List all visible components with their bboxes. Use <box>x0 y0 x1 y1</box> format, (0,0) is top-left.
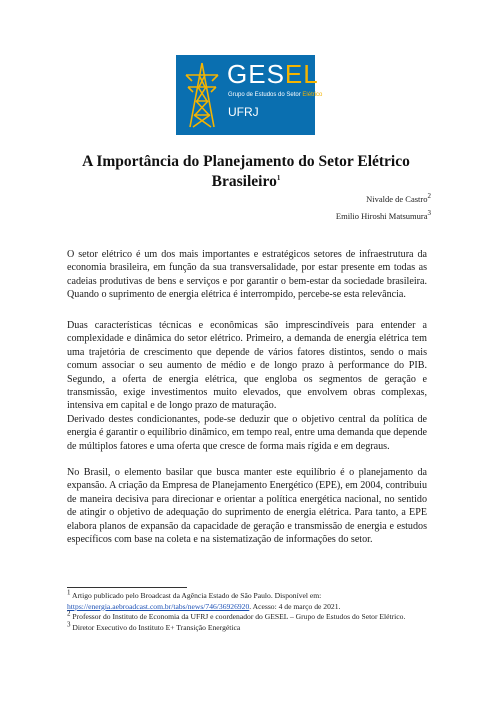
author-1 <box>366 194 431 204</box>
document-title-text: A Importância do Planejamento do Setor Elétrico Brasileiro <box>82 153 410 190</box>
document-title <box>60 152 432 192</box>
logo-institution: UFRJ <box>228 105 259 119</box>
author-1-name: Nivalde de Castro <box>366 194 428 204</box>
footnote-1-link[interactable]: https://energia.aebroadcast.com.br/tabs/news/746/36926920 <box>67 601 250 611</box>
paragraph-4: No Brasil, o elemento basilar que busca manter este equilíbrio é o planejamento da expansão. A criação da Empresa de Planejamento Energético (EPE), em 2004, contribuiu de maneira decisiva para direcionar e orientar a política energética nacional, no sentido de atingir o objetivo de adequação do suprimento de energia elétrica. Para tanto, a EPE elabora planos de expansão da capacidade de geração e transmissão de energia e estudos específicos com base na coleta e na sistematização de informações do setor. <box>67 467 427 546</box>
footnote-1-text-before: Artigo publicado pelo Broadcast da Agência Estado de São Paulo. Disponível em: <box>70 591 322 600</box>
transmission-tower-icon <box>184 61 220 129</box>
footnote-2-text: Professor do Instituto de Economia da UFRJ e coordenador do GESEL – Grupo de Estudos do Setor Elétrico. <box>70 612 406 622</box>
logo-name-part2: EL <box>284 59 319 89</box>
author-2-footnote-marker: 3 <box>427 209 431 218</box>
paragraph-3: Derivado destes condicionantes, pode-se deduzir que o objetivo central da política de energia é garantir o equilíbrio dinâmico, em tempo real, entre uma demanda que depende de múltiplos fatores e uma oferta que cresce de forma mais rígida e em degraus. <box>67 414 427 452</box>
footnote-divider <box>67 587 187 588</box>
author-2 <box>336 211 431 221</box>
footnote-1-marker: 1 <box>67 588 71 597</box>
footnote-1 <box>67 588 427 612</box>
footnote-3-text: Diretor Executivo do Instituto E+ Transição Energética <box>70 622 241 632</box>
footnote-3-marker: 3 <box>67 620 71 629</box>
paragraph-2: Duas características técnicas e econômicas são imprescindíveis para entender a complexidade e dinâmica do setor elétrico. Primeiro, a demanda de energia elétrica tem uma trajetória de crescimento que depende de vários fatores distintos, sendo o mais comum associar o seu aumento de médio e de longo prazo à performance do PIB. Segundo, a oferta de energia elétrica, que engloba os segmentos de geração e transmissão, exige investimentos muito elevados, que envolvem obras complexas, intensiva em capital e de longo prazo de maturação. <box>67 320 427 412</box>
logo-subtitle <box>228 92 322 98</box>
logo-subtitle-part1: Grupo de Estudos do Setor <box>228 92 303 98</box>
logo-name <box>227 59 319 90</box>
logo-name-part1: GES <box>227 59 285 89</box>
title-footnote-marker: 1 <box>276 173 281 182</box>
footnotes <box>67 588 427 633</box>
gesel-logo <box>176 55 323 135</box>
footnote-2 <box>67 609 427 623</box>
logo-subtitle-part2: Elétrico <box>302 92 323 98</box>
footnote-3 <box>67 620 427 634</box>
footnote-2-marker: 2 <box>67 609 71 618</box>
author-2-name: Emilio Hiroshi Matsumura <box>335 211 428 221</box>
author-1-footnote-marker: 2 <box>427 192 431 201</box>
paragraph-1: O setor elétrico é um dos mais importantes e estratégicos setores de infraestrutura da economia brasileira, em função da sua transversalidade, por estar presente em todas as cadeias produtivas de bens e serviços e por garantir o bem-estar da sociedade brasileira. Quando o suprimento de energia elétrica é interrompido, percebe-se esta relevância. <box>67 249 427 301</box>
footnote-1-text-after: . Acesso: 4 de março de 2021. <box>249 601 341 611</box>
